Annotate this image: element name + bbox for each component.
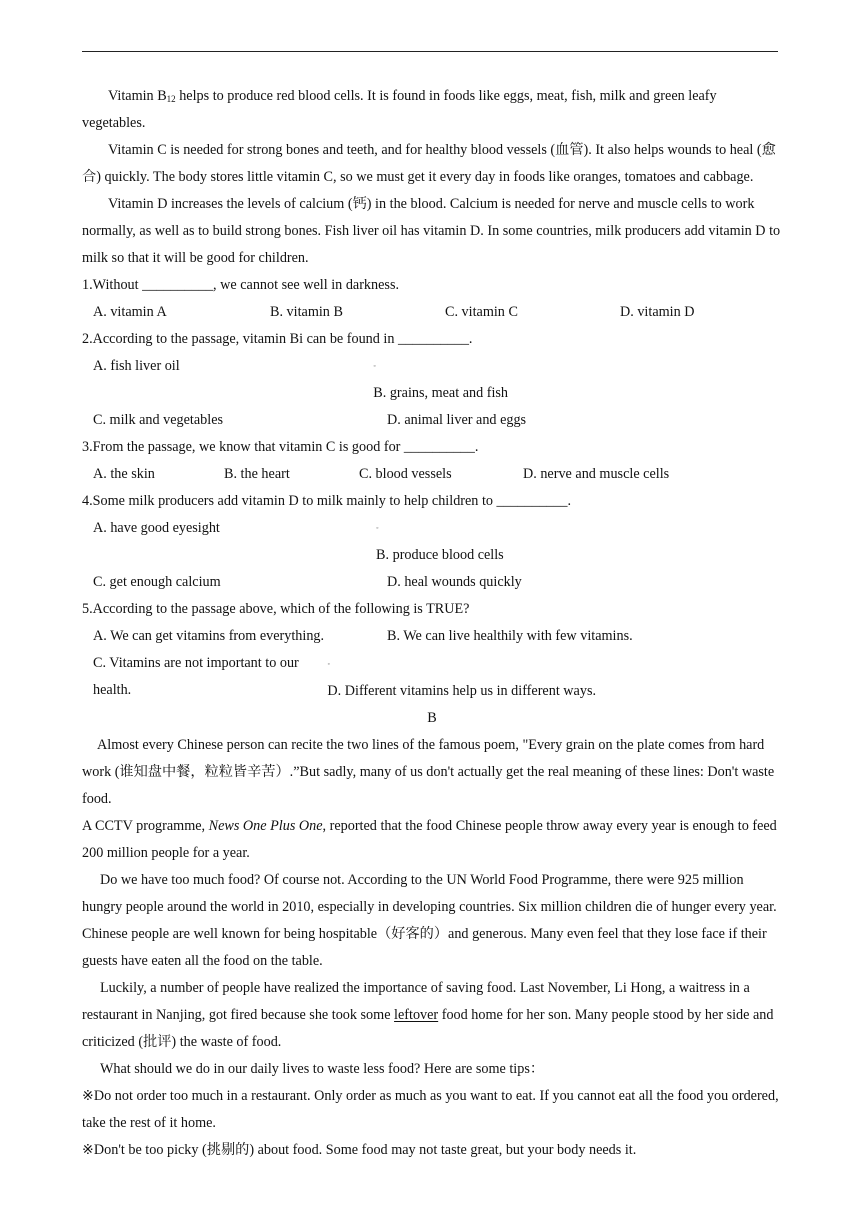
q2-option-b-text: B. grains, meat and fish <box>373 385 509 402</box>
q2-option-b[interactable] <box>373 353 782 407</box>
q4-option-a[interactable]: A. have good eyesight <box>93 520 220 537</box>
question-3-stem: 3.From the passage, we know that vitamin C is good for __________. <box>82 439 479 456</box>
q3-option-d[interactable]: D. nerve and muscle cells <box>523 466 670 483</box>
q4-option-b[interactable] <box>376 515 782 569</box>
q5-option-b[interactable]: B. We can live healthily with few vitamins. <box>387 628 633 645</box>
q5-option-c[interactable]: C. Vitamins are not important to our health. <box>93 655 299 699</box>
paragraph-vitamin-c: Vitamin C is needed for strong bones and teeth, and for healthy blood vessels (血管). It also helps wounds to heal (愈合) quickly. The body stores little vitamin C, so we must get it every day in foods like oranges, tomatoes and cabbage. <box>82 142 776 185</box>
programme-title: News One Plus One <box>208 817 323 834</box>
question-4-options-row2 <box>82 569 782 596</box>
paragraph-hospitable: Chinese people are well known for being hospitable（好客的）and generous. Many even feel that they lose face if their guests have eaten all the food on the table. <box>82 925 767 969</box>
question-1-stem: 1.Without __________, we cannot see well in darkness. <box>82 277 400 293</box>
header-rule <box>82 51 778 52</box>
paragraph-hunger: Do we have too much food? Of course not. According to the UN World Food Programme, there were 925 million hungry people around the world in 2010, especially in developing countries. Six million children die of hunger every year. <box>82 871 777 915</box>
document-page <box>82 83 782 1164</box>
paragraph-cctv <box>82 813 782 867</box>
question-4-options-row1 <box>82 515 782 569</box>
q5-option-a[interactable]: A. We can get vitamins from everything. <box>93 628 325 645</box>
q2-option-a[interactable]: A. fish liver oil <box>93 358 180 374</box>
paragraph-vitamin-d: Vitamin D increases the levels of calcium (钙) in the blood. Calcium is needed for nerve and muscle cells to work normally, as well as to build strong bones. Fish liver oil has vitamin D. In some countries, milk producers add vitamin D to milk so that it will be good for children. <box>82 196 781 266</box>
question-5-options-row1 <box>82 623 782 650</box>
paragraph-vitamin-b12 <box>82 83 782 137</box>
question-5-options-row2 <box>82 650 782 704</box>
li-hong-text-start: Luckily, a number of people have realized the importance of saving food. Last November, Li Hong, a waitress in a restaurant in Nanjing, got fired because she took some <box>82 979 750 1023</box>
question-5-stem: 5.According to the passage above, which of the following is TRUE? <box>82 601 470 618</box>
underlined-word-leftover: leftover <box>394 1006 439 1023</box>
q5-option-d[interactable] <box>327 650 782 704</box>
b12-text-end: helps to produce red blood cells. It is found in foods like eggs, meat, fish, milk and green leafy vegetables. <box>82 88 717 131</box>
li-hong-text-end: food home for her son. Many people stood by her side and criticized (批评) the waste of food. <box>82 1006 774 1050</box>
question-1-options <box>82 299 782 326</box>
paragraph-poem: Almost every Chinese person can recite the two lines of the famous poem, "Every grain on the plate comes from hard work (谁知盘中餐，粒粒皆辛苦）.”But sadly, many of us don't actually get the real meaning of these lines: Don't waste food. <box>82 736 775 807</box>
q4-option-c[interactable]: C. get enough calcium <box>93 574 221 591</box>
b12-text-start: Vitamin B <box>108 88 167 104</box>
cctv-text-end: , reported that the food Chinese people throw away every year is enough to feed 200 million people for a year. <box>82 817 777 861</box>
q3-option-a[interactable]: A. the skin <box>93 466 155 483</box>
question-4-stem: 4.Some milk producers add vitamin D to milk mainly to help children to __________. <box>82 493 572 510</box>
q3-option-b[interactable]: B. the heart <box>224 466 290 483</box>
q1-option-b[interactable]: B. vitamin B <box>270 304 343 320</box>
tip-1: ※Do not order too much in a restaurant. Only order as much as you want to eat. If you cannot eat all the food you ordered, take the rest of it home. <box>82 1087 779 1131</box>
question-2-options-row2 <box>82 407 782 434</box>
q2-option-c[interactable]: C. milk and vegetables <box>93 412 224 429</box>
section-b-heading: B <box>427 709 437 726</box>
answer-marker: ◦ <box>327 659 330 668</box>
paragraph-li-hong <box>82 975 782 1056</box>
question-3-options <box>82 461 782 488</box>
q1-option-c[interactable]: C. vitamin C <box>445 304 518 320</box>
q1-option-a[interactable]: A. vitamin A <box>93 304 167 320</box>
answer-marker: ◦ <box>373 362 376 371</box>
q5-option-d-text: D. Different vitamins help us in different ways. <box>327 682 597 699</box>
paragraph-tips-intro: What should we do in our daily lives to waste less food? Here are some tips： <box>100 1060 545 1077</box>
q2-option-d[interactable]: D. animal liver and eggs <box>387 412 527 429</box>
b12-subscript: 12 <box>166 94 176 104</box>
q3-option-c[interactable]: C. blood vessels <box>359 466 452 483</box>
answer-marker: ◦ <box>376 524 379 533</box>
tip-2: ※Don't be too picky (挑剔的) about food. Some food may not taste great, but your body needs it. <box>82 1141 637 1158</box>
cctv-text-start: A CCTV programme, <box>82 817 209 834</box>
q4-option-d[interactable]: D. heal wounds quickly <box>387 574 522 591</box>
q1-option-d[interactable]: D. vitamin D <box>620 304 695 320</box>
question-2-stem: 2.According to the passage, vitamin Bi can be found in __________. <box>82 331 473 347</box>
q4-option-b-text: B. produce blood cells <box>376 547 504 564</box>
question-2-options-row1 <box>82 353 782 407</box>
